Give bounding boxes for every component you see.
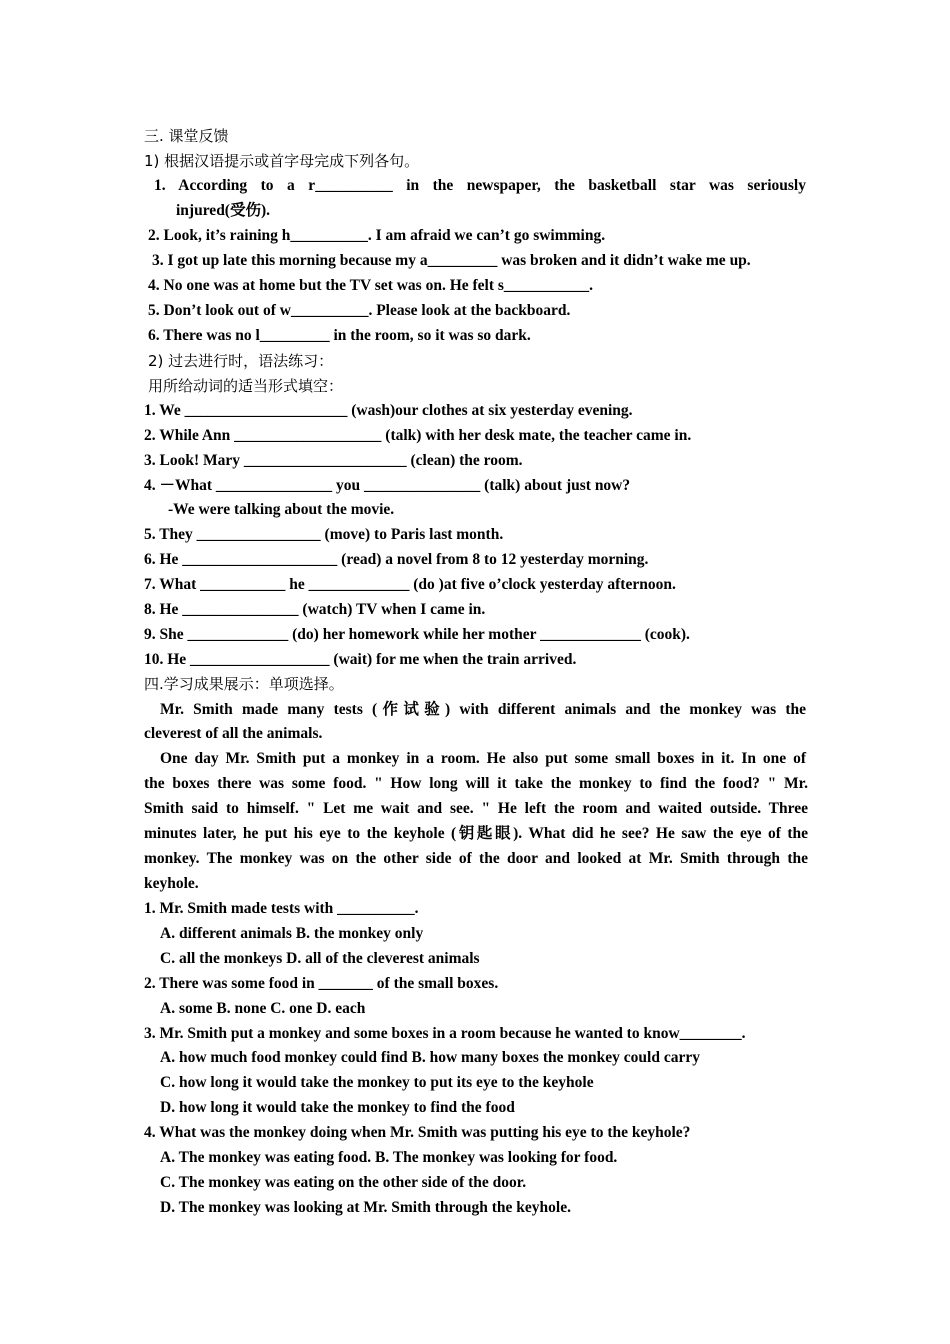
question-1: 1. Mr. Smith made tests with __________.	[144, 900, 419, 917]
part2-item-8: 8. He _______________ (watch) TV when I came in.	[144, 601, 486, 618]
part2-item-7: 7. What ___________ he _____________ (do )at five o’clock yesterday afternoon.	[144, 576, 676, 593]
part2-heading: 2) 过去进行时，语法练习：	[148, 352, 334, 370]
part2-item-9: 9. She _____________ (do) her homework while her mother _____________ (cook).	[144, 626, 690, 643]
part2-instruction: 用所给动词的适当形式填空：	[148, 377, 344, 395]
part2-item-2: 2. While Ann ___________________ (talk) with her desk mate, the teacher came in.	[144, 427, 692, 444]
passage-line-1: Mr. Smith made many tests (作试验) with different animals and the monkey was the	[160, 701, 806, 718]
section3-title: 三. 课堂反馈	[144, 127, 229, 145]
part2-item-1: 1. We _____________________ (wash)our clothes at six yesterday evening.	[144, 402, 633, 419]
passage-line-2: cleverest of all the animals.	[144, 725, 323, 742]
passage-line-7: monkey. The monkey was on the other side of the door and looked at Mr. Smith through the	[144, 850, 808, 867]
question-2-options: A. some B. none C. one D. each	[160, 1000, 366, 1017]
question-2: 2. There was some food in _______ of the small boxes.	[144, 975, 499, 992]
question-4-options-a: A. The monkey was eating food. B. The monkey was looking for food.	[160, 1149, 618, 1166]
part1-item-5: 5. Don’t look out of w__________. Please look at the backboard.	[148, 302, 571, 319]
passage-line-5: Smith said to himself. " Let me wait and see. " He left the room and waited outside. Three	[144, 800, 808, 817]
part1-item-1: 1. According to a r__________ in the newspaper, the basketball star was seriously	[154, 177, 806, 194]
passage-line-4: the boxes there was some food. " How long will it take the monkey to find the food? " Mr.	[144, 775, 808, 792]
question-1-options-a: A. different animals B. the monkey only	[160, 925, 424, 942]
question-3-options-a: A. how much food monkey could find B. how many boxes the monkey could carry	[160, 1049, 700, 1066]
question-3-options-d: D. how long it would take the monkey to find the food	[160, 1099, 515, 1116]
question-3-options-c: C. how long it would take the monkey to put its eye to the keyhole	[160, 1074, 594, 1091]
question-4: 4. What was the monkey doing when Mr. Smith was putting his eye to the keyhole?	[144, 1124, 691, 1141]
part2-item-4-answer: -We were talking about the movie.	[168, 501, 395, 518]
part2-item-3: 3. Look! Mary _____________________ (clean) the room.	[144, 452, 523, 469]
section4-title: 四.学习成果展示：单项选择。	[144, 675, 344, 693]
passage-line-6: minutes later, he put his eye to the keyhole (钥匙眼). What did he see? He saw the eye of the	[144, 825, 808, 842]
part2-item-4: 4. －What _______________ you _______________ (talk) about just now?	[144, 477, 631, 494]
question-1-options-b: C. all the monkeys D. all of the cleverest animals	[160, 950, 480, 967]
question-4-options-c: C. The monkey was eating on the other side of the door.	[160, 1174, 527, 1191]
part2-item-10: 10. He __________________ (wait) for me when the train arrived.	[144, 651, 577, 668]
part1-item-2: 2. Look, it’s raining h__________. I am afraid we can’t go swimming.	[148, 227, 606, 244]
question-3: 3. Mr. Smith put a monkey and some boxes in a room because he wanted to know________.	[144, 1025, 746, 1042]
question-4-options-d: D. The monkey was looking at Mr. Smith through the keyhole.	[160, 1199, 571, 1216]
part1-item-6: 6. There was no l_________ in the room, so it was so dark.	[148, 327, 531, 344]
part1-heading: 1) 根据汉语提示或首字母完成下列各句。	[144, 152, 420, 170]
part1-item-3: 3. I got up late this morning because my a_________ was broken and it didn’t wake me up.	[152, 252, 751, 269]
part1-item-4: 4. No one was at home but the TV set was on. He felt s___________.	[148, 277, 594, 294]
passage-line-3: One day Mr. Smith put a monkey in a room. He also put some small boxes in it. In one of	[160, 750, 806, 767]
part2-item-5: 5. They ________________ (move) to Paris last month.	[144, 526, 504, 543]
part2-item-6: 6. He ____________________ (read) a novel from 8 to 12 yesterday morning.	[144, 551, 649, 568]
passage-line-8: keyhole.	[144, 875, 199, 892]
part1-item-1-cont: injured(受伤).	[176, 202, 271, 219]
